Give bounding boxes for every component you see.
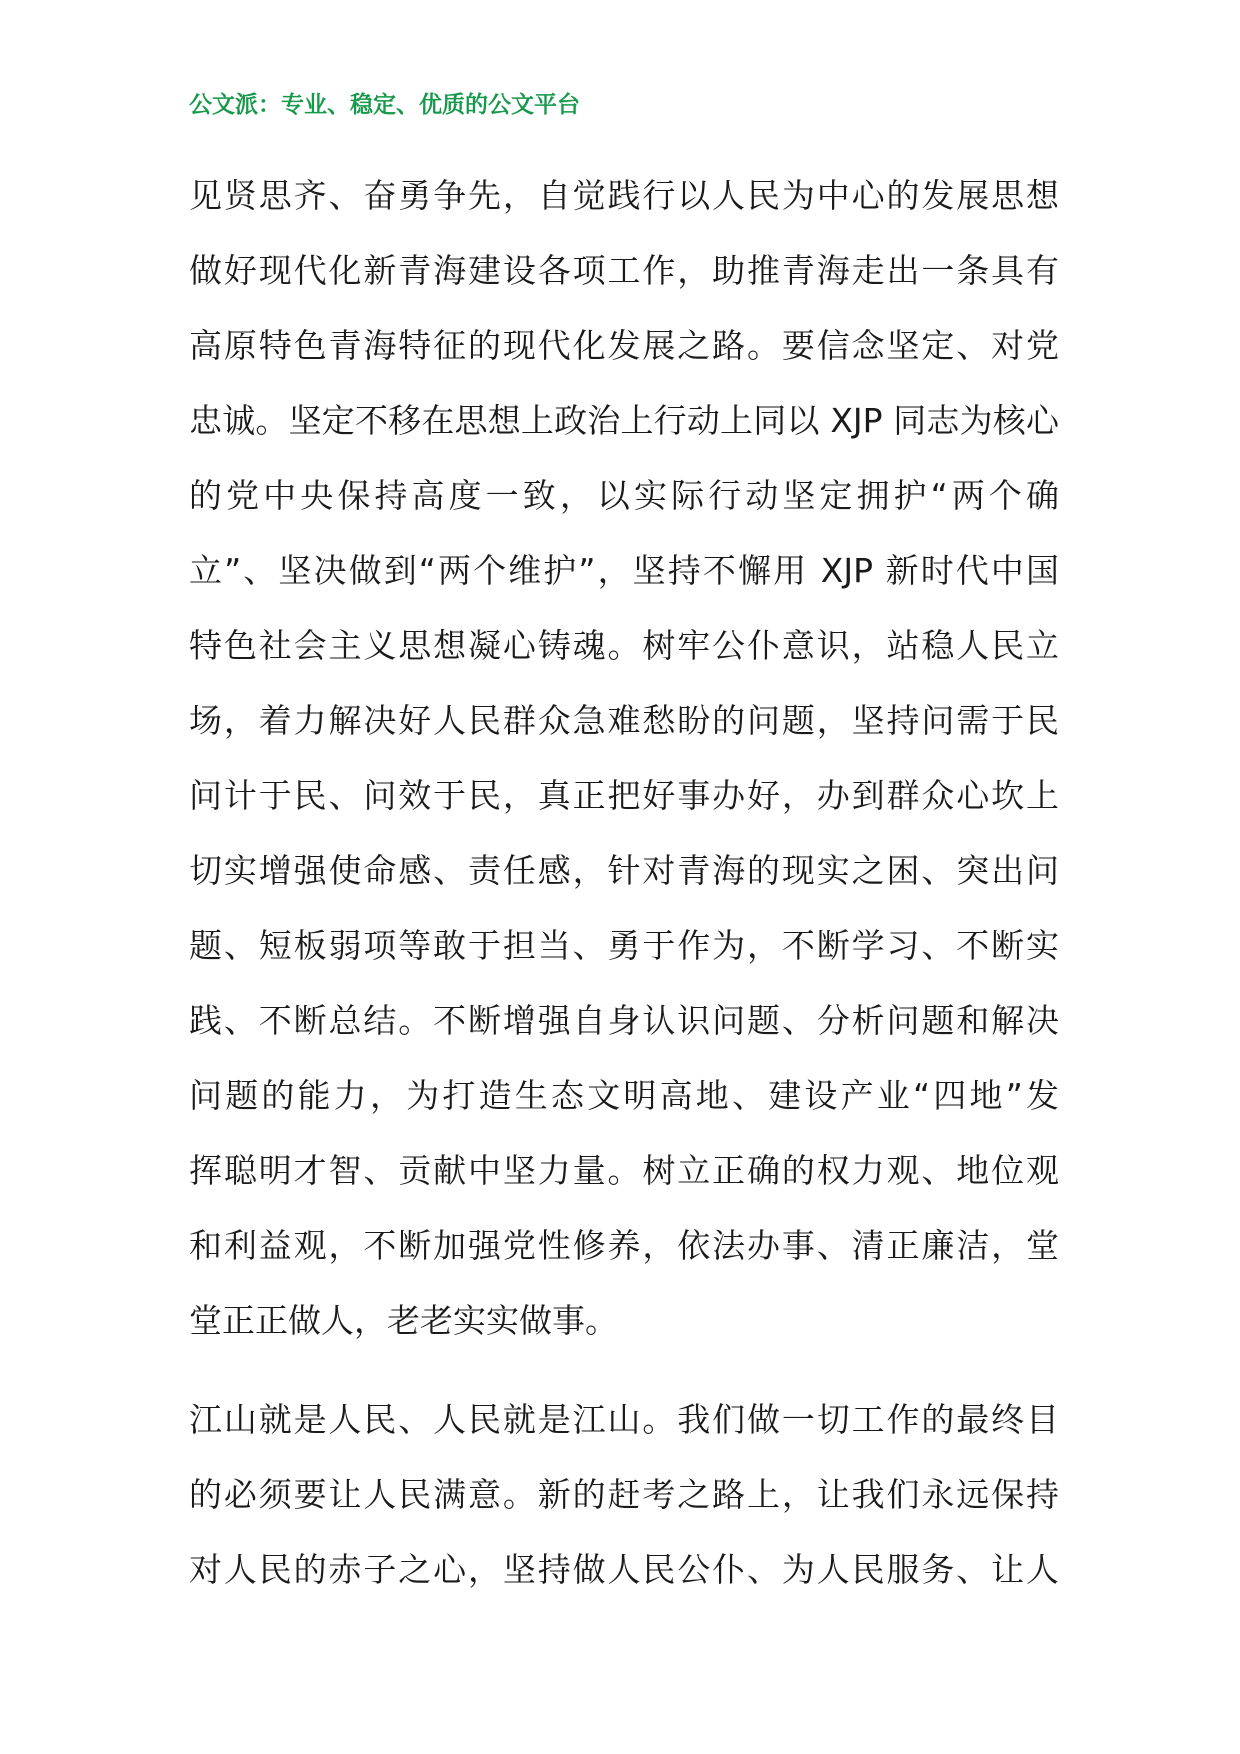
page-header: 公文派：专业、稳定、优质的公文平台 (189, 92, 580, 118)
text-line: 的必须要让人民满意。新的赶考之路上，让我们永远保持 (189, 1475, 1059, 1514)
text-line: 立”、坚决做到“两个维护”，坚持不懈用 XJP 新时代中国 (189, 551, 1059, 590)
text-line: 高原特色青海特征的现代化发展之路。要信念坚定、对党 (189, 326, 1059, 365)
text-line: 题、短板弱项等敢于担当、勇于作为，不断学习、不断实 (189, 926, 1059, 965)
paragraph-1 (189, 158, 1059, 1358)
paragraph-2 (189, 1382, 1059, 1607)
text-line: 问计于民、问效于民，真正把好事办好，办到群众心坎上 (189, 776, 1059, 815)
text-line: 见贤思齐、奋勇争先，自觉践行以人民为中心的发展思想 (189, 176, 1059, 215)
text-line: 做好现代化新青海建设各项工作，助推青海走出一条具有 (189, 251, 1059, 290)
text-line: 对人民的赤子之心，坚持做人民公仆、为人民服务、让人 (189, 1550, 1059, 1589)
text-line: 堂正正做人，老老实实做事。 (189, 1301, 618, 1340)
text-line: 的党中央保持高度一致，以实际行动坚定拥护“两个确 (189, 476, 1059, 515)
text-line: 特色社会主义思想凝心铸魂。树牢公仆意识，站稳人民立 (189, 626, 1059, 665)
text-line: 场，着力解决好人民群众急难愁盼的问题，坚持问需于民 (189, 701, 1059, 740)
text-line: 和利益观，不断加强党性修养，依法办事、清正廉洁，堂 (189, 1226, 1059, 1265)
text-line: 忠诚。坚定不移在思想上政治上行动上同以 XJP 同志为核心 (189, 401, 1059, 440)
text-line: 江山就是人民、人民就是江山。我们做一切工作的最终目 (189, 1400, 1059, 1439)
text-line: 挥聪明才智、贡献中坚力量。树立正确的权力观、地位观 (189, 1151, 1059, 1190)
text-line: 问题的能力，为打造生态文明高地、建设产业“四地”发 (189, 1076, 1059, 1115)
text-line: 践、不断总结。不断增强自身认识问题、分析问题和解决 (189, 1001, 1059, 1040)
text-line: 切实增强使命感、责任感，针对青海的现实之困、突出问 (189, 851, 1059, 890)
